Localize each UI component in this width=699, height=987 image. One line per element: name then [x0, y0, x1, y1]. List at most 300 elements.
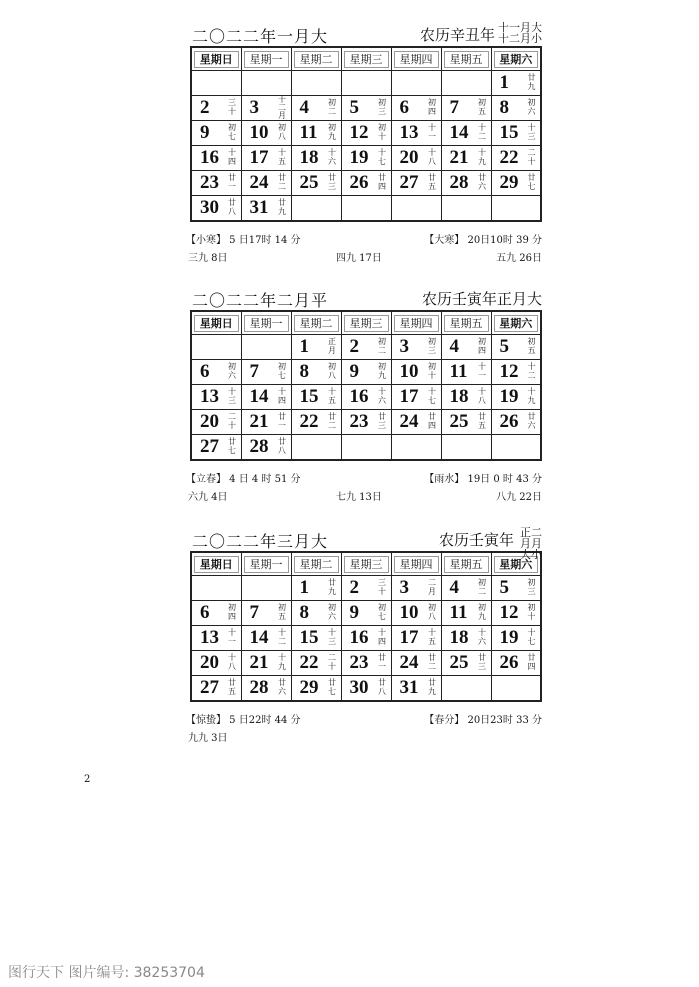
- lunar-day: 初七: [278, 362, 286, 380]
- weekday-header: [441, 311, 491, 335]
- weekday-label: 星期日: [194, 51, 239, 68]
- weekday-header: [391, 552, 441, 576]
- day-number: 21: [249, 652, 269, 673]
- empty-cell: [491, 676, 541, 702]
- calendar-grid: [190, 46, 542, 222]
- day-cell: [441, 360, 491, 385]
- lunar-day: 廿九: [328, 578, 336, 596]
- lunar-day: 十八: [478, 387, 486, 405]
- day-number: 12: [349, 122, 369, 143]
- lunar-day: 廿一: [378, 653, 386, 671]
- month-header: [190, 526, 542, 561]
- day-cell: [491, 651, 541, 676]
- lunar-day: 廿九: [278, 198, 286, 216]
- empty-cell: [191, 335, 241, 360]
- day-cell: [291, 676, 341, 702]
- lunar-day: 十九: [527, 387, 536, 405]
- day-number: 18: [299, 147, 319, 168]
- lunar-day: 十七: [428, 387, 436, 405]
- solar-term-1: 【立春】 4 日 4 时 51 分: [186, 474, 301, 485]
- lunar-day: 初二: [378, 337, 386, 355]
- lunar-day: 廿九: [428, 678, 436, 696]
- weekday-header: [341, 552, 391, 576]
- day-cell: [191, 360, 241, 385]
- day-cell: [441, 410, 491, 435]
- weekday-label: 星期二: [294, 556, 339, 573]
- solar-terms: [186, 466, 542, 486]
- day-cell: [341, 576, 391, 601]
- lunar-day: 初六: [328, 603, 336, 621]
- lunar-day: 初七: [228, 123, 236, 141]
- day-cell: [391, 96, 441, 121]
- lunar-month-char: 正二: [520, 526, 542, 539]
- lunar-day: 廿七: [328, 678, 336, 696]
- day-number: 11: [299, 122, 318, 143]
- weekday-header: [291, 552, 341, 576]
- day-cell: [441, 335, 491, 360]
- lunar-day: 初五: [478, 98, 486, 116]
- day-number: 2: [349, 336, 359, 357]
- lunar-day: 十一: [428, 123, 436, 141]
- lunar-day: 十四: [378, 628, 386, 646]
- weekday-header: [391, 47, 441, 71]
- weekday-header: [391, 311, 441, 335]
- day-cell: [191, 171, 241, 196]
- day-number: 13: [200, 627, 219, 648]
- day-cell: [391, 410, 441, 435]
- weekday-header: [241, 552, 291, 576]
- lunar-day: 十八: [428, 148, 436, 166]
- lunar-day: 廿六: [278, 678, 286, 696]
- nine-entry: 四九 17日: [336, 253, 382, 264]
- lunar-day: 正月: [328, 337, 336, 355]
- lunar-day: 十三: [328, 628, 336, 646]
- day-number: 22: [299, 652, 319, 673]
- day-number: 8: [499, 97, 509, 118]
- empty-cell: [441, 71, 491, 96]
- day-number: 17: [399, 386, 419, 407]
- day-cell: [491, 360, 541, 385]
- empty-cell: [441, 435, 491, 461]
- weekday-label: 星期二: [294, 51, 339, 68]
- lunar-day: 十三: [527, 123, 536, 141]
- weekday-label: 星期一: [244, 315, 289, 332]
- day-number: 12: [499, 361, 519, 382]
- watermark: 图行天下 图片编号: 38253704: [8, 965, 205, 981]
- lunar-day: 初七: [378, 603, 386, 621]
- day-number: 19: [499, 386, 519, 407]
- weekday-header: [191, 311, 241, 335]
- week-row: [191, 626, 541, 651]
- day-cell: [291, 410, 341, 435]
- day-number: 21: [449, 147, 469, 168]
- day-cell: [441, 171, 491, 196]
- weekday-header: [341, 47, 391, 71]
- day-number: 17: [399, 627, 419, 648]
- lunar-day: 初四: [228, 603, 236, 621]
- month-title: 二〇二二年二月平: [192, 291, 329, 310]
- lunar-month-col: [520, 527, 542, 560]
- solar-terms: [186, 707, 542, 727]
- day-number: 19: [499, 627, 519, 648]
- month-header: [190, 286, 542, 310]
- day-number: 3: [399, 336, 409, 357]
- day-number: 24: [399, 652, 419, 673]
- day-cell: [491, 71, 541, 96]
- empty-cell: [441, 196, 491, 222]
- day-cell: [291, 651, 341, 676]
- weekday-label: 星期六: [494, 315, 539, 332]
- day-number: 8: [299, 602, 309, 623]
- lunar-day: 廿一: [278, 412, 286, 430]
- lunar-day: 初五: [278, 603, 286, 621]
- lunar-day: 十五: [428, 628, 436, 646]
- day-number: 8: [299, 361, 309, 382]
- day-number: 3: [249, 97, 259, 118]
- day-number: 24: [399, 411, 419, 432]
- day-number: 23: [349, 652, 369, 673]
- week-row: [191, 96, 541, 121]
- lunar-day: 十一: [228, 628, 236, 646]
- day-number: 30: [200, 197, 219, 218]
- day-cell: [341, 410, 391, 435]
- lunar-day: 十九: [478, 148, 486, 166]
- week-row: [191, 385, 541, 410]
- day-cell: [391, 676, 441, 702]
- day-number: 20: [399, 147, 419, 168]
- weekday-label: 星期日: [194, 315, 239, 332]
- lunar-year-text: 农历壬寅年: [438, 531, 514, 549]
- weekday-header: [241, 47, 291, 71]
- day-number: 7: [249, 602, 259, 623]
- day-cell: [491, 601, 541, 626]
- day-number: 28: [249, 677, 269, 698]
- nine-nines: [190, 727, 542, 743]
- day-cell: [341, 676, 391, 702]
- day-cell: [491, 576, 541, 601]
- day-cell: [341, 96, 391, 121]
- day-number: 23: [200, 172, 219, 193]
- lunar-day: 十七: [378, 148, 386, 166]
- lunar-day: 十六: [378, 387, 386, 405]
- lunar-day: 廿四: [527, 653, 536, 671]
- day-number: 19: [349, 147, 369, 168]
- lunar-day: 初八: [428, 603, 436, 621]
- solar-term-1: 【小寒】 5 日17时 14 分: [186, 235, 301, 246]
- day-cell: [391, 651, 441, 676]
- day-number: 13: [399, 122, 419, 143]
- lunar-day: 初四: [478, 337, 486, 355]
- weekday-label: 星期一: [244, 556, 289, 573]
- week-row: [191, 121, 541, 146]
- lunar-day: 廿一: [228, 173, 236, 191]
- lunar-day: 初十: [428, 362, 436, 380]
- week-row: [191, 601, 541, 626]
- empty-cell: [341, 71, 391, 96]
- weekday-label: 星期日: [194, 556, 239, 573]
- empty-cell: [341, 435, 391, 461]
- empty-cell: [241, 576, 291, 601]
- weekday-label: 星期三: [344, 556, 389, 573]
- day-cell: [191, 410, 241, 435]
- day-cell: [391, 576, 441, 601]
- lunar-day: 十二: [278, 628, 286, 646]
- day-cell: [241, 360, 291, 385]
- day-number: 9: [349, 602, 359, 623]
- lunar-day: 初六: [228, 362, 236, 380]
- lunar-day: 十五: [328, 387, 336, 405]
- day-number: 22: [499, 147, 519, 168]
- day-cell: [241, 121, 291, 146]
- lunar-day: 二十: [228, 412, 236, 430]
- lunar-day: 三十: [228, 98, 236, 116]
- day-cell: [191, 96, 241, 121]
- day-cell: [241, 601, 291, 626]
- empty-cell: [391, 435, 441, 461]
- calendar-january: [186, 21, 542, 264]
- lunar-day: 廿六: [478, 173, 486, 191]
- day-cell: [441, 626, 491, 651]
- lunar-day: 廿三: [328, 173, 336, 191]
- day-cell: [441, 385, 491, 410]
- day-cell: [341, 335, 391, 360]
- day-number: 1: [499, 72, 509, 93]
- day-number: 5: [499, 336, 509, 357]
- lunar-day: 十五: [278, 148, 286, 166]
- lunar-year-text: 农历壬寅年正月大: [421, 290, 542, 308]
- lunar-day: 廿四: [428, 412, 436, 430]
- day-number: 29: [299, 677, 319, 698]
- empty-cell: [391, 196, 441, 222]
- nine-entry: 九九 3日: [188, 733, 228, 744]
- weekday-header: [291, 311, 341, 335]
- week-row: [191, 410, 541, 435]
- day-number: 24: [249, 172, 269, 193]
- week-row: [191, 146, 541, 171]
- lunar-month-char: 月月: [520, 537, 542, 550]
- day-cell: [341, 626, 391, 651]
- day-number: 4: [299, 97, 309, 118]
- lunar-day: 初九: [378, 362, 386, 380]
- day-cell: [491, 335, 541, 360]
- day-number: 6: [200, 361, 210, 382]
- lunar-month-stack: [498, 22, 542, 44]
- day-number: 17: [249, 147, 269, 168]
- day-number: 13: [200, 386, 219, 407]
- day-cell: [191, 385, 241, 410]
- day-cell: [341, 146, 391, 171]
- day-number: 25: [449, 411, 469, 432]
- empty-cell: [191, 576, 241, 601]
- lunar-day: 初十: [527, 603, 536, 621]
- day-cell: [241, 410, 291, 435]
- solar-term-2: 【春分】 20日23时 33 分: [424, 715, 542, 726]
- day-cell: [391, 601, 441, 626]
- day-cell: [441, 576, 491, 601]
- day-number: 15: [499, 122, 519, 143]
- day-number: 2: [349, 577, 359, 598]
- day-number: 30: [349, 677, 369, 698]
- day-cell: [241, 651, 291, 676]
- weekday-label: 星期四: [394, 315, 439, 332]
- day-number: 31: [399, 677, 419, 698]
- day-number: 29: [499, 172, 519, 193]
- day-cell: [391, 121, 441, 146]
- lunar-day: 廿五: [228, 678, 236, 696]
- day-cell: [491, 171, 541, 196]
- solar-term-1: 【惊蛰】 5 日22时 44 分: [186, 715, 301, 726]
- day-number: 4: [449, 577, 459, 598]
- day-cell: [491, 626, 541, 651]
- lunar-day: 十二: [527, 362, 536, 380]
- week-row: [191, 360, 541, 385]
- lunar-day: 十七: [527, 628, 536, 646]
- nine-entry: 六九 4日: [188, 492, 228, 503]
- weekday-label: 星期四: [394, 556, 439, 573]
- day-number: 25: [449, 652, 469, 673]
- day-cell: [291, 146, 341, 171]
- lunar-month-stack: [520, 527, 542, 560]
- empty-cell: [291, 435, 341, 461]
- day-number: 31: [249, 197, 269, 218]
- day-number: 15: [299, 627, 319, 648]
- solar-term-2: 【大寒】 20日10时 39 分: [424, 235, 542, 246]
- day-number: 14: [249, 627, 269, 648]
- day-cell: [491, 121, 541, 146]
- weekday-header: [241, 311, 291, 335]
- day-cell: [191, 601, 241, 626]
- day-number: 10: [249, 122, 269, 143]
- day-number: 23: [349, 411, 369, 432]
- empty-cell: [491, 435, 541, 461]
- day-number: 14: [249, 386, 269, 407]
- lunar-year-label: [419, 21, 542, 45]
- day-number: 11: [449, 602, 468, 623]
- day-cell: [391, 385, 441, 410]
- lunar-day: 廿二: [428, 653, 436, 671]
- day-number: 27: [200, 677, 219, 698]
- weekday-label: 星期六: [494, 51, 539, 68]
- weekday-header: [491, 47, 541, 71]
- day-cell: [491, 385, 541, 410]
- day-number: 14: [449, 122, 469, 143]
- nine-entry: 五九 26日: [496, 253, 542, 264]
- day-number: 26: [349, 172, 369, 193]
- lunar-day: 初八: [278, 123, 286, 141]
- calendar-march: [186, 526, 542, 744]
- day-number: 16: [349, 627, 369, 648]
- day-cell: [191, 626, 241, 651]
- day-number: 7: [249, 361, 259, 382]
- day-cell: [241, 96, 291, 121]
- weekday-label: 星期一: [244, 51, 289, 68]
- weekday-header: [491, 311, 541, 335]
- calendar-grid: [190, 310, 542, 461]
- week-row: [191, 651, 541, 676]
- day-cell: [291, 626, 341, 651]
- lunar-day: 初六: [527, 98, 536, 116]
- day-number: 9: [349, 361, 359, 382]
- day-number: 15: [299, 386, 319, 407]
- day-number: 25: [299, 172, 319, 193]
- day-cell: [441, 601, 491, 626]
- weekday-label: 星期五: [444, 51, 489, 68]
- lunar-year-text: 农历辛丑年: [419, 26, 495, 44]
- day-number: 5: [499, 577, 509, 598]
- lunar-day: 十四: [228, 148, 236, 166]
- day-number: 3: [399, 577, 409, 598]
- day-cell: [391, 360, 441, 385]
- day-number: 27: [200, 436, 219, 457]
- day-number: 21: [249, 411, 269, 432]
- week-row: [191, 71, 541, 96]
- empty-cell: [441, 676, 491, 702]
- lunar-day: 廿三: [378, 412, 386, 430]
- day-cell: [241, 196, 291, 222]
- lunar-day: 二十: [328, 653, 336, 671]
- lunar-day: 初三: [527, 578, 536, 596]
- week-row: [191, 435, 541, 461]
- calendar-february: [186, 286, 542, 503]
- day-cell: [191, 676, 241, 702]
- day-number: 6: [399, 97, 409, 118]
- weekday-label: 星期四: [394, 51, 439, 68]
- day-number: 9: [200, 122, 210, 143]
- lunar-day: 十四: [278, 387, 286, 405]
- day-cell: [391, 626, 441, 651]
- lunar-day: 廿五: [428, 173, 436, 191]
- lunar-day: 廿八: [278, 437, 286, 455]
- week-row: [191, 676, 541, 702]
- day-number: 22: [299, 411, 319, 432]
- lunar-day: 初五: [527, 337, 536, 355]
- weekday-header: [191, 552, 241, 576]
- weekday-label: 星期二: [294, 315, 339, 332]
- day-number: 18: [449, 386, 469, 407]
- day-cell: [191, 435, 241, 461]
- lunar-day: 廿八: [228, 198, 236, 216]
- day-number: 10: [399, 361, 419, 382]
- lunar-day: 廿二: [278, 173, 286, 191]
- day-cell: [241, 676, 291, 702]
- week-row: [191, 576, 541, 601]
- calendar-grid: [190, 548, 542, 702]
- lunar-day: 三十: [378, 578, 386, 596]
- lunar-day: 十二: [478, 123, 486, 141]
- day-cell: [441, 96, 491, 121]
- weekday-label: 星期三: [344, 51, 389, 68]
- day-cell: [341, 385, 391, 410]
- day-number: 2: [200, 97, 210, 118]
- lunar-day: 十六: [328, 148, 336, 166]
- weekday-label: 星期五: [444, 556, 489, 573]
- weekday-header: [291, 47, 341, 71]
- lunar-month-line: 十一月大: [498, 21, 542, 34]
- week-row: [191, 171, 541, 196]
- nine-nines: [190, 486, 542, 502]
- nine-entry: 八九 22日: [496, 492, 542, 503]
- month-title: 二〇二二年三月大: [192, 532, 329, 551]
- lunar-day: 二十: [527, 148, 536, 166]
- nine-entry: 七九 13日: [336, 492, 382, 503]
- day-number: 5: [349, 97, 359, 118]
- day-cell: [241, 146, 291, 171]
- day-number: 26: [499, 652, 519, 673]
- day-cell: [341, 171, 391, 196]
- lunar-day: 廿九: [527, 73, 536, 91]
- day-cell: [291, 576, 341, 601]
- day-number: 12: [499, 602, 519, 623]
